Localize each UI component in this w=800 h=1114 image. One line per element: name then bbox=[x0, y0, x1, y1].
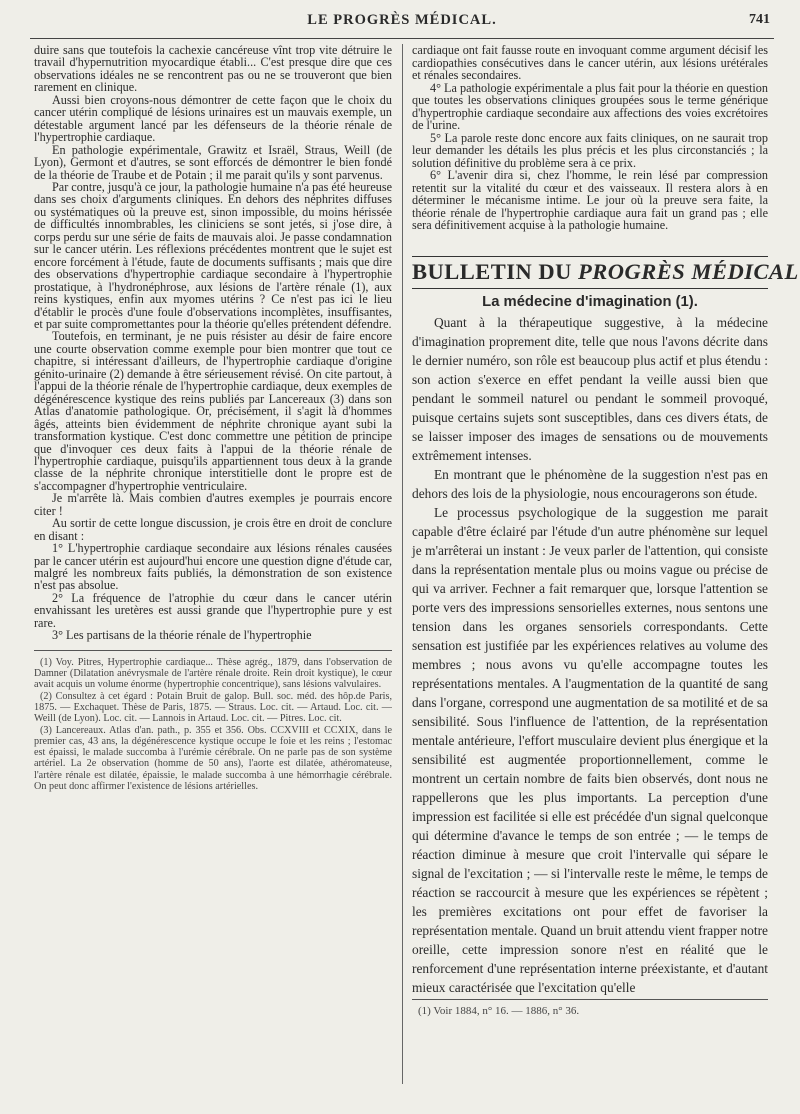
paragraph: En montrant que le phénomène de la suggestion n'est pas en dehors des lois de la physiologie, nous encouragerons son étude. bbox=[412, 466, 768, 501]
bulletin-title-plain: BULLETIN DU bbox=[412, 258, 579, 284]
bulletin-heading bbox=[412, 256, 799, 289]
column-divider bbox=[402, 44, 403, 1084]
paragraph: duire sans que toutefois la cachexie cancéreuse vînt trop vite détruire le travail d'hypernutrition myocardique établi... C'est presque dire que ces observations idéales ne se rencontrent pas ou ne se trouveront que bien rarement en clinique. bbox=[34, 43, 392, 95]
right-top-body bbox=[412, 44, 768, 232]
page-number: 741 bbox=[749, 12, 770, 27]
left-footnotes bbox=[34, 657, 392, 793]
footnote: (3) Lancereaux. Atlas d'an. path., p. 355 et 356. Obs. CCXVIII et CCXIX, dans le premier cas, 43 ans, la dégénérescence kystique occupe le foie et les reins ; l'estomac est épaissi, le malade succomba à l'urémie cérébrale. On ne parle pas de son système artériel. La 2e observation (homme de 50 ans), l'aorte est dilatée, athéromateuse, l'artère rénale est dilatée, épaissie, le malade succomba à une hémorrhagie cérébrale. On peut donc affirmer l'existence de lésions artérielles. bbox=[34, 724, 392, 793]
paragraph: cardiaque ont fait fausse route en invoquant comme argument décisif les cardiopathies consécutives dans le cancer utérin, aux lésions urétérales et rénales secondaires. bbox=[412, 43, 768, 82]
article-subtitle: La médecine d'imagination (1). bbox=[482, 293, 698, 310]
paragraph: Aussi bien croyons-nous démontrer de cette façon que le choix du cancer utérin compliqué de lésions urinaires est un mauvais exemple, un détestable argument lancé par les défenseurs de la théorie rénale de l'hypertrophie cardiaque. bbox=[34, 92, 392, 145]
paragraph: 1° L'hypertrophie cardiaque secondaire aux lésions rénales causées par le cancer utérin est aujourd'hui encore une question digne d'étude car, malgré les nombreux faits publiés, la démonstration de son existence n'est pas absolue. bbox=[34, 541, 392, 593]
paragraph: Quant à la thérapeutique suggestive, à la médecine d'imagination proprement dite, telle que nous l'avons décrite dans le dernier numéro, son rôle est beaucoup plus actif et plus étendu : son action s'exerce en effet pendant la veille aussi bien que pendant le sommeil naturel ou pendant le sommeil provoqué, puisque certains sujets sont susceptibles, dans ces divers états, de se laisser imposer des images de sensations ou de mouvements extrêmement intenses. bbox=[412, 314, 768, 463]
footnote: (2) Consultez à cet égard : Potain Bruit de galop. Bull. soc. méd. des hôp.de Paris, 1875. — Exchaquet. Thèse de Paris, 1875. — Straus. Loc. cit. — Artaud. Loc. cit. — Weill (de Lyon). Loc. cit. — Lannois in Artaud. Loc. cit. — Pitres. Loc. cit. bbox=[34, 690, 392, 725]
paragraph: Toutefois, en terminant, je ne puis résister au désir de faire encore une courte observation comme exemple pour bien montrer que tout ce chapitre, si intéressant d'ailleurs, de l'hypertrophie cardiaque d'origine génito-urinaire (2) demande à être sérieusement révisé. On cite partout, à l'appui de la théorie rénale de l'hypertrophie cardiaque, deux exemples de dégénérescence kystique des reins publiés par Lancereaux (3) dans son Atlas d'anatomie pathologique. Or, précisément, il s'agit là d'hommes âgés, atteints bien évidemment de néphrite chronique ayant subi la transformation kystique. C'est donc commettre une pétition de principe que d'invoquer ces deux faits à l'appui de la théorie rénale de l'hypertrophie cardiaque, puisqu'ils appartiennent tous deux à la grande classe de la néphrite chronique interstitielle dont le propre est de s'accompagner d'hypertrophie ventriculaire. bbox=[34, 329, 393, 493]
paragraph: 5° La parole reste donc encore aux faits cliniques, on ne saurait trop leur demander les détails les plus précis et les plus circonstanciés ; la solution définitive du problème sera à ce prix. bbox=[412, 130, 768, 170]
footnote-divider bbox=[412, 999, 768, 1000]
right-column bbox=[412, 43, 799, 1084]
left-body bbox=[34, 44, 392, 642]
journal-title: LE PROGRÈS MÉDICAL. bbox=[307, 12, 497, 28]
footnote: (1) Voy. Pitres, Hypertrophie cardiaque... Thèse agrég., 1879, dans l'observation de Damner (Dilatation anévrysmale de l'artère rénale droite. Rein droit kystique), le cœur avait acquis un volume énorme (hypertrophie concentrique), sans lésions valvulaires. bbox=[34, 656, 392, 691]
paragraph: Le processus psychologique de la suggestion me parait capable d'être éclairé par l'étude d'un autre phénomène sur lequel je m'arrêterai un instant : Je veux parler de l'attention, qui consiste dans la représentation mentale plus ou moins vague ou précise de qui va arriver. Fechner a fait remarquer que, lorsque l'attention se porte vers des impressions sensorielles externes, nous sentons une tension dans les organes sensoriels correspondants. Cette sensation est justifiée par les expériences relatives au volume des membres ; nous avons vu qu'elle accompagne toutes les représentations mentales. A l'augmentation de la quantité de sang dans l'organe, correspond une augmentation de sa motilité et de sa sensibilité. Sous l'influence de l'attention, de la représentation mentale antérieure, l'effort musculaire devient plus énergique et la sensibilité est augmentée proportionnellement, comme le montrent un certain nombre de faits bien observés, dont nous ne rappellerons que les plus importants. La perception d'une impression est facilitée si elle est précédée d'un signal quelconque qui détermine d'avance le temps de son entrée ; — le temps de réaction diminue à mesure que croit l'intervalle qui sépare le signal de l'excitation ; — si l'intervalle reste le même, le temps de réaction se raccourcit à mesure que les expériences se répètent ; les premières excitations ont pour effet de favoriser la représentation mentale. Quand un bruit attendu vient frapper notre oreille, cette impression sonore n'est en réalité que le renforcement d'une représentation interne préexistante, et d'autant mieux caractérisée que l'excitation qu'elle bbox=[412, 504, 768, 995]
paragraph: En pathologie expérimentale, Grawitz et Israël, Straus, Weill (de Lyon), Germont et d'autres, se sont efforcés de démontrer le bien fondé de la théorie de Traube et de Potain ; il me parait qu'ils y sont parvenus. bbox=[34, 142, 392, 182]
right-footnotes bbox=[412, 1006, 768, 1017]
bulletin-title-italic: PROGRÈS MÉDICAL bbox=[578, 258, 799, 284]
paragraph: 6° L'avenir dira si, chez l'homme, le rein lésé par compression retentit sur la vitalité du cœur et des vaisseaux. Il restera alors à en déterminer le mécanisme intime. Le jour où la preuve sera faite, la théorie rénale de l'hypertrophie cardiaque aura fait un grand pas ; elle sera définitivement acquise à la pathologie humaine. bbox=[412, 168, 768, 232]
paragraph: 3° Les partisans de la théorie rénale de l'hypertrophie bbox=[52, 628, 312, 643]
article-body bbox=[412, 313, 768, 997]
footnote-divider bbox=[34, 650, 392, 651]
paragraph: Par contre, jusqu'à ce jour, la pathologie humaine n'a pas été heureuse dans ses choix d'arguments cliniques. En dehors des néphrites diffuses ou systématiques où la preuve est, sinon impossible, du moins hérissée de difficultés innombrables, les cliniciens se sont jetés, si j'ose dire, à corps perdu sur une série de faits de mauvais aloi. Je passe condamnation sur le cancer utérin. Les réflexions précédentes montrent que le sujet est encore forcément à l'étude, faute de documents suffisants ; mais que dire des observations d'hypertrophie cardiaque secondaire à l'hypertrophie prostatique, à l'hydronéphrose, aux lésions de l'artère rénale (1), aux reins kystiques, enfin aux myomes utérins ? Ce n'est pas ici le lieu d'établir le procès d'une foule d'observations incomplètes, insuffisantes, et par suite compromettantes pour la théorie qu'elles prétendent défendre. bbox=[34, 179, 392, 331]
paragraph: Je m'arrête là. Mais combien d'autres exemples je pourrais encore citer ! bbox=[34, 491, 392, 518]
paragraph: 2° La fréquence de l'atrophie du cœur dans le cancer utérin envahissant les uretères est aussi grande que l'hypertrophie pure y est rare. bbox=[34, 590, 392, 630]
paragraph: Au sortir de cette longue discussion, je crois être en droit de conclure en disant : bbox=[34, 516, 392, 543]
left-column bbox=[34, 44, 392, 1084]
footnote: (1) Voir 1884, n° 16. — 1886, n° 36. bbox=[418, 1004, 580, 1017]
paragraph: 4° La pathologie expérimentale a plus fait pour la théorie en question que toutes les observations cliniques groupées sous le terme générique d'hypertrophie cardiaque secondaire aux affections des voies excrétoires de l'urine. bbox=[412, 80, 768, 132]
page-header bbox=[30, 0, 774, 39]
